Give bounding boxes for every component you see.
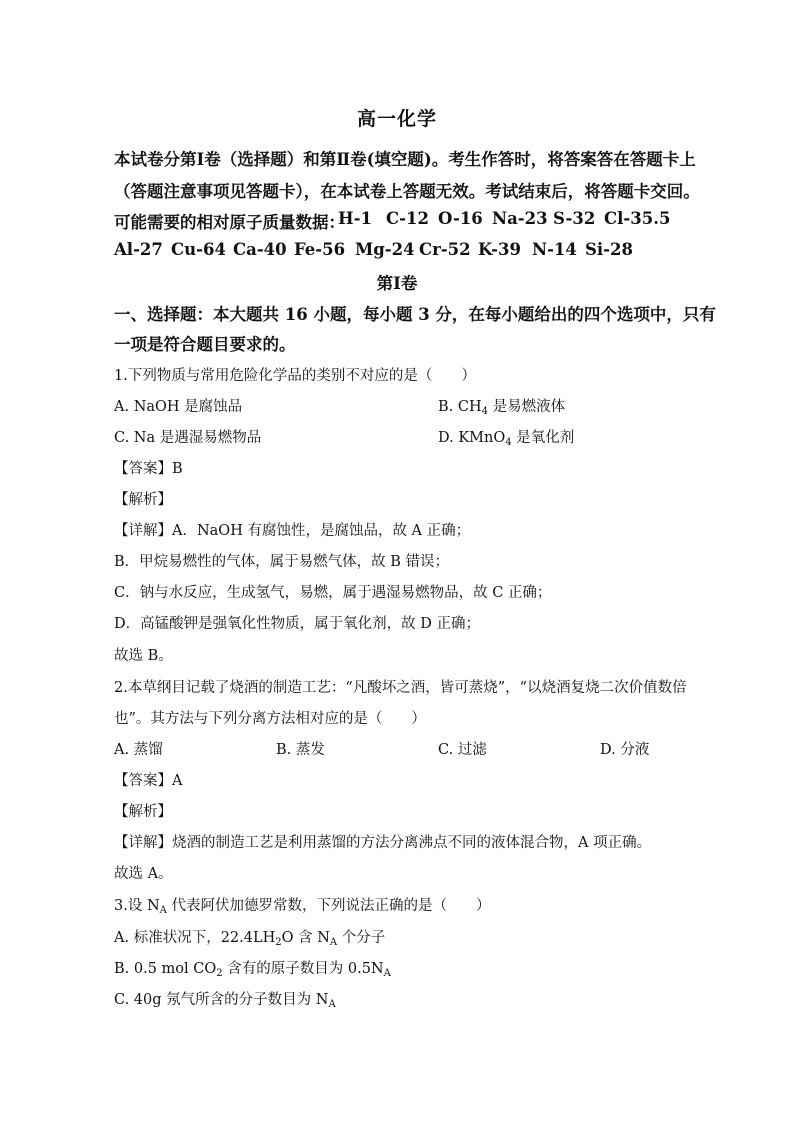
intro-line-1: 本试卷分第Ⅰ卷（选择题）和第Ⅱ卷(填空题)。考生作答时，将答案答在答题卡上 <box>114 150 696 169</box>
q2-stem-1: 2.本草纲目记载了烧酒的制造工艺：“凡酸坏之酒，皆可蒸烧”，“以烧酒复烧二次价值数倍 <box>114 680 687 696</box>
q2-option-b: B. 蒸发 <box>276 742 325 758</box>
q2-detail-1: 【详解】烧酒的制造工艺是利用蒸馏的方法分离沸点不同的液体混合物，A 项正确。 <box>114 835 652 851</box>
section-instr-2: 一项是符合题目要求的。 <box>114 335 296 354</box>
q3-option-a: A. 标准状况下，$22.4LH_2O$ 含 $N_A$ 个分子 <box>114 930 386 948</box>
mass-h: H-1 <box>338 209 372 228</box>
mass-al: Al-27 <box>114 240 163 259</box>
mass-k: K-39 <box>478 240 521 259</box>
q2-answer: 【答案】A <box>114 773 183 789</box>
q1-detail-1: 【详解】A．NaOH 有腐蚀性，是腐蚀品，故 A 正确； <box>114 523 471 539</box>
q1-detail-4: D．高锰酸钾是强氧化性物质，属于氧化剂，故 D 正确； <box>114 616 480 632</box>
q1-conclusion: 故选 B。 <box>114 648 173 664</box>
q2-option-d: D. 分液 <box>600 742 650 758</box>
q3-option-b: B. 0.5 mol $CO_2$ 含有的原子数目为 $0.5N_A$ <box>114 961 391 979</box>
q1-answer: 【答案】B <box>114 461 183 477</box>
intro-line-2: （答题注意事项见答题卡），在本试卷上答题无效。考试结束后，将答题卡交回。 <box>114 182 700 201</box>
q2-stem-2: 也”。其方法与下列分离方法相对应的是（ ） <box>114 711 426 727</box>
mass-cu: Cu-64 <box>171 240 226 259</box>
q1-option-b: B. $CH_4$ 是易燃液体 <box>438 399 566 417</box>
mass-label: 可能需要的相对原子质量数据： <box>114 213 345 232</box>
q1-option-a: A. NaOH 是腐蚀品 <box>114 399 243 415</box>
q3-option-c: C. 40g 氖气所含的分子数目为 $N_A$ <box>114 992 336 1010</box>
q2-option-a: A. 蒸馏 <box>114 742 163 758</box>
mass-cl: Cl-35.5 <box>604 209 671 228</box>
q3-stem: 3.设 $N_A$ 代表阿伏加德罗常数，下列说法正确的是（ ） <box>114 898 491 916</box>
q1-stem: 1.下列物质与常用危险化学品的类别不对应的是（ ） <box>114 368 476 384</box>
q2-analysis-label: 【解析】 <box>114 804 172 820</box>
mass-mg: Mg-24 <box>355 240 415 259</box>
q1-option-d: D. KMnO$_4$ 是氧化剂 <box>438 430 575 448</box>
mass-si: Si-28 <box>585 240 633 259</box>
q2-conclusion: 故选 A。 <box>114 866 173 882</box>
q1-detail-2: B．甲烷易燃性的气体，属于易燃气体，故 B 错误； <box>114 554 450 570</box>
mass-na: Na-23 <box>492 209 548 228</box>
section-title: 第Ⅰ卷 <box>376 274 418 293</box>
mass-n: N-14 <box>532 240 577 259</box>
q2-option-c: C. 过滤 <box>438 742 487 758</box>
mass-s: S-32 <box>553 209 596 228</box>
mass-fe: Fe-56 <box>294 240 346 259</box>
page-title: 高一化学 <box>356 108 437 130</box>
section-instr-1: 一、选择题：本大题共 16 小题，每小题 3 分，在每小题给出的四个选项中，只有 <box>114 305 716 324</box>
mass-ca: Ca-40 <box>233 240 287 259</box>
q1-analysis-label: 【解析】 <box>114 492 172 508</box>
q1-detail-3: C．钠与水反应，生成氢气，易燃，属于遇湿易燃物品，故 C 正确； <box>114 585 552 601</box>
mass-o: O-16 <box>438 209 483 228</box>
mass-c: C-12 <box>386 209 429 228</box>
q1-option-c: C. Na 是遇湿易燃物品 <box>114 430 262 446</box>
mass-cr: Cr-52 <box>419 240 471 259</box>
